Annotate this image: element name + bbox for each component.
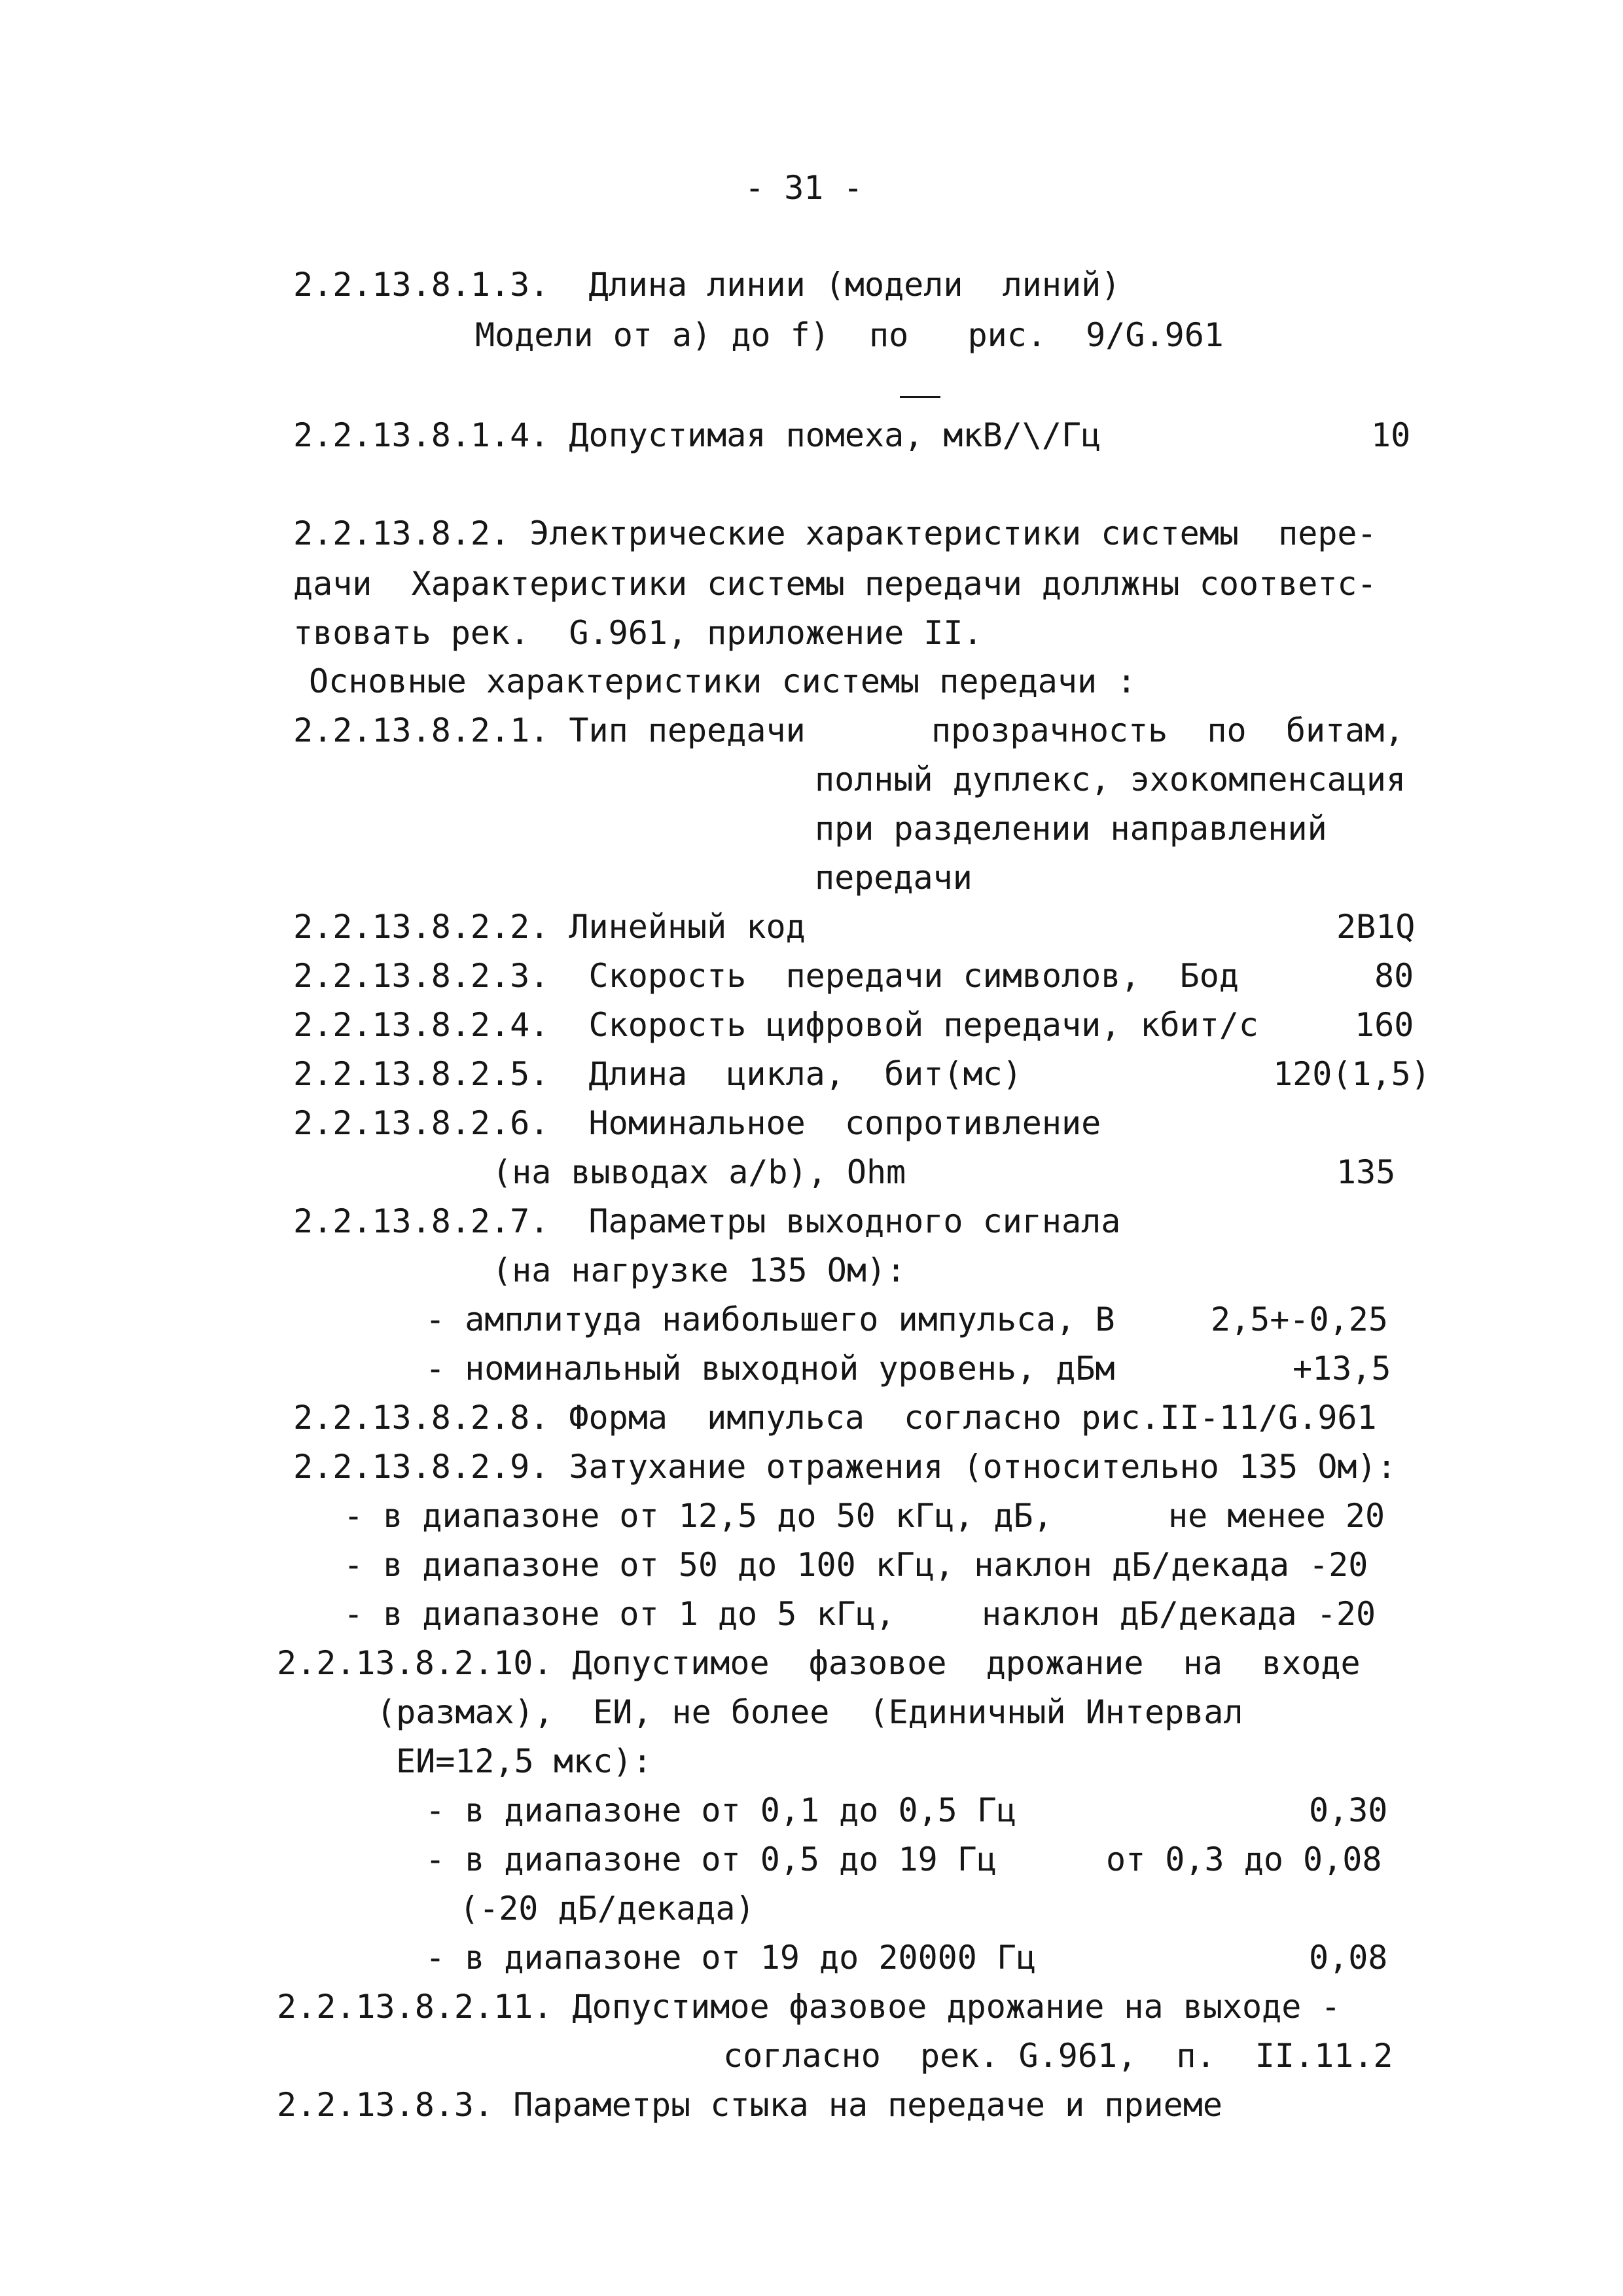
section-8-2-1-value2: полный дуплекс, эхокомпенсация (815, 761, 1406, 798)
section-8-2-8-text: 2.2.13.8.2.8. Форма импульса согласно рис.II-11/G.961 (293, 1399, 1377, 1437)
section-8-2-10-item1: - в диапазоне от 0,1 до 0,5 Гц (425, 1791, 1017, 1829)
section-8-3-text: 2.2.13.8.3. Параметры стыка на передаче и приеме (277, 2086, 1222, 2124)
section-8-1-3-line1: 2.2.13.8.1.3. Длина линии (модели линий) (293, 266, 1121, 304)
section-8-2-7-label: 2.2.13.8.2.7. Параметры выходного сигнала (293, 1202, 1121, 1240)
section-8-2-7-value2: +13,5 (1293, 1350, 1391, 1388)
section-8-2-5-label: 2.2.13.8.2.5. Длина цикла, бит(мс) (293, 1055, 1022, 1093)
section-8-2-9-label: 2.2.13.8.2.9. Затухание отражения (относительно 135 Ом): (293, 1448, 1397, 1486)
section-8-2-10-value3: 0,08 (1309, 1939, 1388, 1977)
section-8-2-3-value: 80 (1374, 957, 1414, 995)
section-8-2-7-item1: - амплитуда наибольшего импульса, В (425, 1300, 1115, 1338)
section-8-2-7-sub: (на нагрузке 135 Ом): (492, 1251, 906, 1289)
section-8-2-9-item3: - в диапазоне от 1 до 5 кГц, (344, 1595, 895, 1633)
section-8-2-10-item2: - в диапазоне от 0,5 до 19 Гц (425, 1840, 997, 1878)
section-8-2-9-item2: - в диапазоне от 50 до 100 кГц, наклон дБ/декада -20 (344, 1546, 1368, 1584)
section-8-2-line1: 2.2.13.8.2. Электрические характеристики системы пере- (293, 514, 1377, 552)
section-8-2-6-label: 2.2.13.8.2.6. Номинальное сопротивление (293, 1104, 1101, 1142)
section-8-2-10-item2b: (-20 дБ/декада) (459, 1890, 755, 1928)
section-8-2-line3: твовать рек. G.961, приложение II. (293, 614, 983, 652)
section-8-2-1-value1: прозрачность по битам, (931, 711, 1404, 749)
section-8-2-1-value3: при разделении направлений (815, 810, 1327, 848)
section-8-2-10-value2: от 0,3 до 0,08 (1106, 1840, 1382, 1878)
section-8-2-7-item2: - номинальный выходной уровень, дБм (425, 1350, 1115, 1388)
section-8-2-6-sub: (на выводах a/b), Ohm (492, 1153, 906, 1191)
section-8-2-2-value: 2B1Q (1336, 908, 1416, 946)
section-8-2-4-label: 2.2.13.8.2.4. Скорость цифровой передачи, кбит/с (293, 1006, 1259, 1044)
section-8-2-line2: дачи Характеристики системы передачи доллжны соответс- (293, 565, 1377, 603)
page-number: - 31 - (745, 169, 863, 207)
section-8-2-9-value1: не менее 20 (1168, 1497, 1385, 1535)
section-8-1-3-line2: Модели от a) до f) по рис. 9/G.961 (475, 316, 1224, 354)
section-8-2-11-line1: 2.2.13.8.2.11. Допустимое фазовое дрожание на выходе - (277, 1988, 1341, 2026)
section-8-2-10-value1: 0,30 (1309, 1791, 1388, 1829)
section-8-2-10-line1: 2.2.13.8.2.10. Допустимое фазовое дрожание на входе (277, 1644, 1361, 1682)
section-8-2-2-label: 2.2.13.8.2.2. Линейный код (293, 908, 806, 946)
section-8-2-11-line2: согласно рек. G.961, п. II.11.2 (723, 2037, 1393, 2075)
section-8-2-10-line2: (размах), ЕИ, не более (Единичный Интервал (376, 1693, 1243, 1731)
section-8-2-10-item3: - в диапазоне от 19 до 20000 Гц (425, 1939, 1037, 1977)
section-8-2-6-value: 135 (1336, 1153, 1396, 1191)
section-8-2-1-value4: передачи (815, 859, 972, 897)
section-8-2-5-value: 120(1,5) (1273, 1055, 1431, 1093)
section-8-1-4-text: 2.2.13.8.1.4. Допустимая помеха, мкВ/\/Гц (293, 416, 1101, 454)
section-8-2-9-item1: - в диапазоне от 12,5 до 50 кГц, дБ, (344, 1497, 1053, 1535)
section-8-2-10-line3: ЕИ=12,5 мкс): (396, 1742, 652, 1780)
section-8-2-3-label: 2.2.13.8.2.3. Скорость передачи символов, Бод (293, 957, 1239, 995)
section-8-1-4-value: 10 (1371, 416, 1411, 454)
overline-mark (900, 396, 940, 398)
section-8-2-9-value3: наклон дБ/декада -20 (982, 1595, 1376, 1633)
section-8-2-line4: Основные характеристики системы передачи : (309, 662, 1137, 700)
section-8-2-1-label: 2.2.13.8.2.1. Тип передачи (293, 711, 806, 749)
section-8-2-7-value1: 2,5+-0,25 (1211, 1300, 1388, 1338)
section-8-2-4-value: 160 (1355, 1006, 1414, 1044)
